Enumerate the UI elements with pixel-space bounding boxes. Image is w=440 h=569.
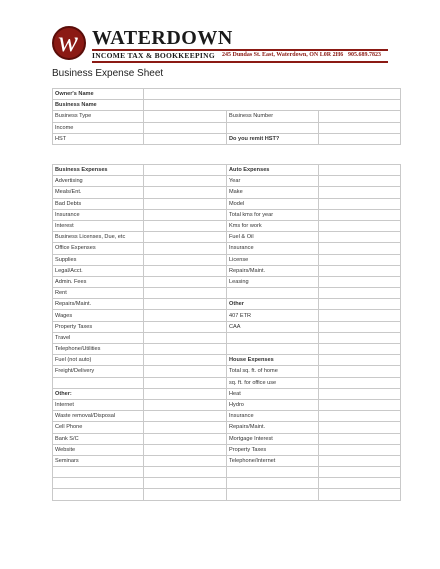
business-expense-amount-field[interactable] (144, 332, 227, 343)
business-expense-label (53, 467, 144, 478)
company-address: 245 Dundas St. East, Waterdown, ON L0R 2H6 (222, 52, 344, 58)
expense-row (53, 377, 401, 388)
business-expense-amount-field[interactable] (144, 220, 227, 231)
expense-row (53, 165, 401, 176)
business-expense-amount-field[interactable] (144, 288, 227, 299)
other-expense-label (227, 467, 319, 478)
business-expense-amount-field[interactable] (144, 232, 227, 243)
other-expense-label: Property Taxes (227, 444, 319, 455)
business-expense-amount-field[interactable] (144, 489, 227, 500)
expense-row (53, 433, 401, 444)
business-expense-amount-field[interactable] (144, 165, 227, 176)
business-expense-amount-field[interactable] (144, 265, 227, 276)
business-expense-label: Fuel (not auto) (53, 355, 144, 366)
business-expense-label: Property Taxes (53, 321, 144, 332)
other-expense-label: Total sq. ft. of home (227, 366, 319, 377)
other-expense-amount-field[interactable] (319, 299, 401, 310)
expense-row (53, 209, 401, 220)
business-expense-label: Bad Debts (53, 198, 144, 209)
info-label: Business Name (53, 100, 144, 111)
business-expense-label: Travel (53, 332, 144, 343)
other-expense-amount-field[interactable] (319, 310, 401, 321)
business-expense-amount-field[interactable] (144, 299, 227, 310)
info-row (53, 122, 401, 133)
other-expense-label (227, 478, 319, 489)
expense-row (53, 388, 401, 399)
expense-row (53, 422, 401, 433)
other-expense-amount-field[interactable] (319, 399, 401, 410)
other-expense-label: Mortgage Interest (227, 433, 319, 444)
business-expense-amount-field[interactable] (144, 344, 227, 355)
other-expense-amount-field[interactable] (319, 455, 401, 466)
business-expense-amount-field[interactable] (144, 478, 227, 489)
other-expense-amount-field[interactable] (319, 377, 401, 388)
business-expense-amount-field[interactable] (144, 467, 227, 478)
info-label: HST (53, 133, 144, 144)
business-expense-amount-field[interactable] (144, 377, 227, 388)
info-value-field[interactable] (144, 89, 401, 100)
info-label-secondary (227, 122, 319, 133)
business-expense-label: Supplies (53, 254, 144, 265)
business-expense-label: Seminars (53, 455, 144, 466)
info-value-field[interactable] (144, 133, 227, 144)
expense-row (53, 366, 401, 377)
info-table (52, 88, 401, 145)
other-expense-amount-field[interactable] (319, 478, 401, 489)
business-expense-amount-field[interactable] (144, 310, 227, 321)
expense-row (53, 299, 401, 310)
other-expense-label: 407 ETR (227, 310, 319, 321)
business-expense-label: Bank S/C (53, 433, 144, 444)
business-expense-label: Legal/Acct. (53, 265, 144, 276)
business-expense-amount-field[interactable] (144, 388, 227, 399)
info-value-field[interactable] (144, 100, 401, 111)
expense-row (53, 355, 401, 366)
business-expense-label: Rent (53, 288, 144, 299)
business-expense-label: Telephone/Utilities (53, 344, 144, 355)
other-expense-amount-field[interactable] (319, 332, 401, 343)
business-expense-amount-field[interactable] (144, 355, 227, 366)
other-expense-label: Make (227, 187, 319, 198)
business-expense-label: Freight/Delivery (53, 366, 144, 377)
other-expense-label: License (227, 254, 319, 265)
other-expense-amount-field[interactable] (319, 489, 401, 500)
business-expense-amount-field[interactable] (144, 321, 227, 332)
other-expense-label (227, 332, 319, 343)
business-expense-label: Meals/Ent. (53, 187, 144, 198)
other-expense-label: Kms for work (227, 220, 319, 231)
info-label: Income (53, 122, 144, 133)
other-expense-amount-field[interactable] (319, 422, 401, 433)
other-expense-amount-field[interactable] (319, 165, 401, 176)
other-expense-label: Repairs/Maint. (227, 265, 319, 276)
expense-row (53, 288, 401, 299)
other-expense-label: Year (227, 176, 319, 187)
business-expense-label: Other: (53, 388, 144, 399)
other-expense-amount-field[interactable] (319, 388, 401, 399)
header-rule-bottom (92, 61, 388, 63)
other-expense-label: Total kms for year (227, 209, 319, 220)
expense-row (53, 321, 401, 332)
other-expense-amount-field[interactable] (319, 276, 401, 287)
expense-row (53, 232, 401, 243)
business-expense-amount-field[interactable] (144, 433, 227, 444)
other-expense-amount-field[interactable] (319, 209, 401, 220)
other-expense-amount-field[interactable] (319, 467, 401, 478)
other-expense-amount-field[interactable] (319, 355, 401, 366)
business-expense-label: Cell Phone (53, 422, 144, 433)
other-expense-label: sq. ft. for office use (227, 377, 319, 388)
info-row (53, 100, 401, 111)
other-expense-label (227, 288, 319, 299)
business-expense-amount-field[interactable] (144, 209, 227, 220)
expense-row (53, 411, 401, 422)
company-logo (52, 26, 86, 60)
other-expense-label: Fuel & Oil (227, 232, 319, 243)
other-expense-label: Repairs/Maint. (227, 422, 319, 433)
info-value-field[interactable] (319, 133, 401, 144)
info-value-field[interactable] (319, 111, 401, 122)
other-expense-label: Other (227, 299, 319, 310)
business-expense-label: Waste removal/Disposal (53, 411, 144, 422)
other-expense-amount-field[interactable] (319, 265, 401, 276)
business-expense-amount-field[interactable] (144, 176, 227, 187)
expense-row (53, 399, 401, 410)
other-expense-amount-field[interactable] (319, 232, 401, 243)
other-expense-label: House Expenses (227, 355, 319, 366)
other-expense-label (227, 344, 319, 355)
business-expense-amount-field[interactable] (144, 366, 227, 377)
business-expense-amount-field[interactable] (144, 243, 227, 254)
letterhead (52, 25, 388, 67)
business-expense-label (53, 478, 144, 489)
expense-row (53, 176, 401, 187)
expense-row (53, 220, 401, 231)
info-value-field[interactable] (144, 111, 227, 122)
info-row (53, 111, 401, 122)
expense-row (53, 265, 401, 276)
info-row (53, 89, 401, 100)
business-expense-label: Advertising (53, 176, 144, 187)
other-expense-label: Auto Expenses (227, 165, 319, 176)
business-expense-label: Interest (53, 220, 144, 231)
info-value-field[interactable] (319, 122, 401, 133)
business-expense-amount-field[interactable] (144, 198, 227, 209)
business-expense-label (53, 489, 144, 500)
business-expense-label (53, 377, 144, 388)
other-expense-amount-field[interactable] (319, 198, 401, 209)
business-expense-label: Office Expenses (53, 243, 144, 254)
company-phone: 905.689.7823 (348, 52, 381, 58)
expense-row (53, 478, 401, 489)
business-expense-amount-field[interactable] (144, 422, 227, 433)
business-expense-label: Insurance (53, 209, 144, 220)
other-expense-amount-field[interactable] (319, 433, 401, 444)
business-expense-label: Repairs/Maint. (53, 299, 144, 310)
expense-row (53, 444, 401, 455)
business-expense-amount-field[interactable] (144, 399, 227, 410)
other-expense-label (227, 489, 319, 500)
info-label: Owner's Name (53, 89, 144, 100)
other-expense-label: Telephone/Internet (227, 455, 319, 466)
expense-row (53, 310, 401, 321)
other-expense-amount-field[interactable] (319, 444, 401, 455)
other-expense-amount-field[interactable] (319, 288, 401, 299)
business-expense-label: Internet (53, 399, 144, 410)
expense-row (53, 467, 401, 478)
business-expense-amount-field[interactable] (144, 254, 227, 265)
other-expense-amount-field[interactable] (319, 187, 401, 198)
info-row (53, 133, 401, 144)
expense-row (53, 276, 401, 287)
business-expense-label: Business Licenses, Due, etc (53, 232, 144, 243)
company-tagline: INCOME TAX & BOOKKEEPING (92, 51, 215, 60)
other-expense-label: Model (227, 198, 319, 209)
business-expense-label: Business Expenses (53, 165, 144, 176)
company-name: WATERDOWN (92, 27, 233, 49)
expense-row (53, 332, 401, 343)
other-expense-amount-field[interactable] (319, 344, 401, 355)
page-title: Business Expense Sheet (52, 68, 164, 79)
info-label-secondary: Business Number (227, 111, 319, 122)
other-expense-label: Heat (227, 388, 319, 399)
business-expense-amount-field[interactable] (144, 276, 227, 287)
other-expense-amount-field[interactable] (319, 243, 401, 254)
other-expense-amount-field[interactable] (319, 176, 401, 187)
info-value-field[interactable] (144, 122, 227, 133)
other-expense-amount-field[interactable] (319, 321, 401, 332)
expense-row (53, 455, 401, 466)
business-expense-label: Website (53, 444, 144, 455)
expense-row (53, 489, 401, 500)
logo-letter: w (58, 25, 79, 58)
info-label-secondary: Do you remit HST? (227, 133, 319, 144)
other-expense-label: Insurance (227, 411, 319, 422)
info-label: Business Type (53, 111, 144, 122)
expense-table (52, 164, 401, 501)
expense-row (53, 187, 401, 198)
other-expense-label: Insurance (227, 243, 319, 254)
other-expense-label: Leasing (227, 276, 319, 287)
business-expense-amount-field[interactable] (144, 444, 227, 455)
other-expense-label: Hydro (227, 399, 319, 410)
other-expense-amount-field[interactable] (319, 254, 401, 265)
business-expense-amount-field[interactable] (144, 187, 227, 198)
expense-row (53, 198, 401, 209)
other-expense-label: CAA (227, 321, 319, 332)
other-expense-amount-field[interactable] (319, 411, 401, 422)
expense-row (53, 254, 401, 265)
business-expense-label: Admin. Fees (53, 276, 144, 287)
business-expense-amount-field[interactable] (144, 411, 227, 422)
other-expense-amount-field[interactable] (319, 366, 401, 377)
business-expense-label: Wages (53, 310, 144, 321)
expense-row (53, 243, 401, 254)
business-expense-amount-field[interactable] (144, 455, 227, 466)
expense-row (53, 344, 401, 355)
other-expense-amount-field[interactable] (319, 220, 401, 231)
